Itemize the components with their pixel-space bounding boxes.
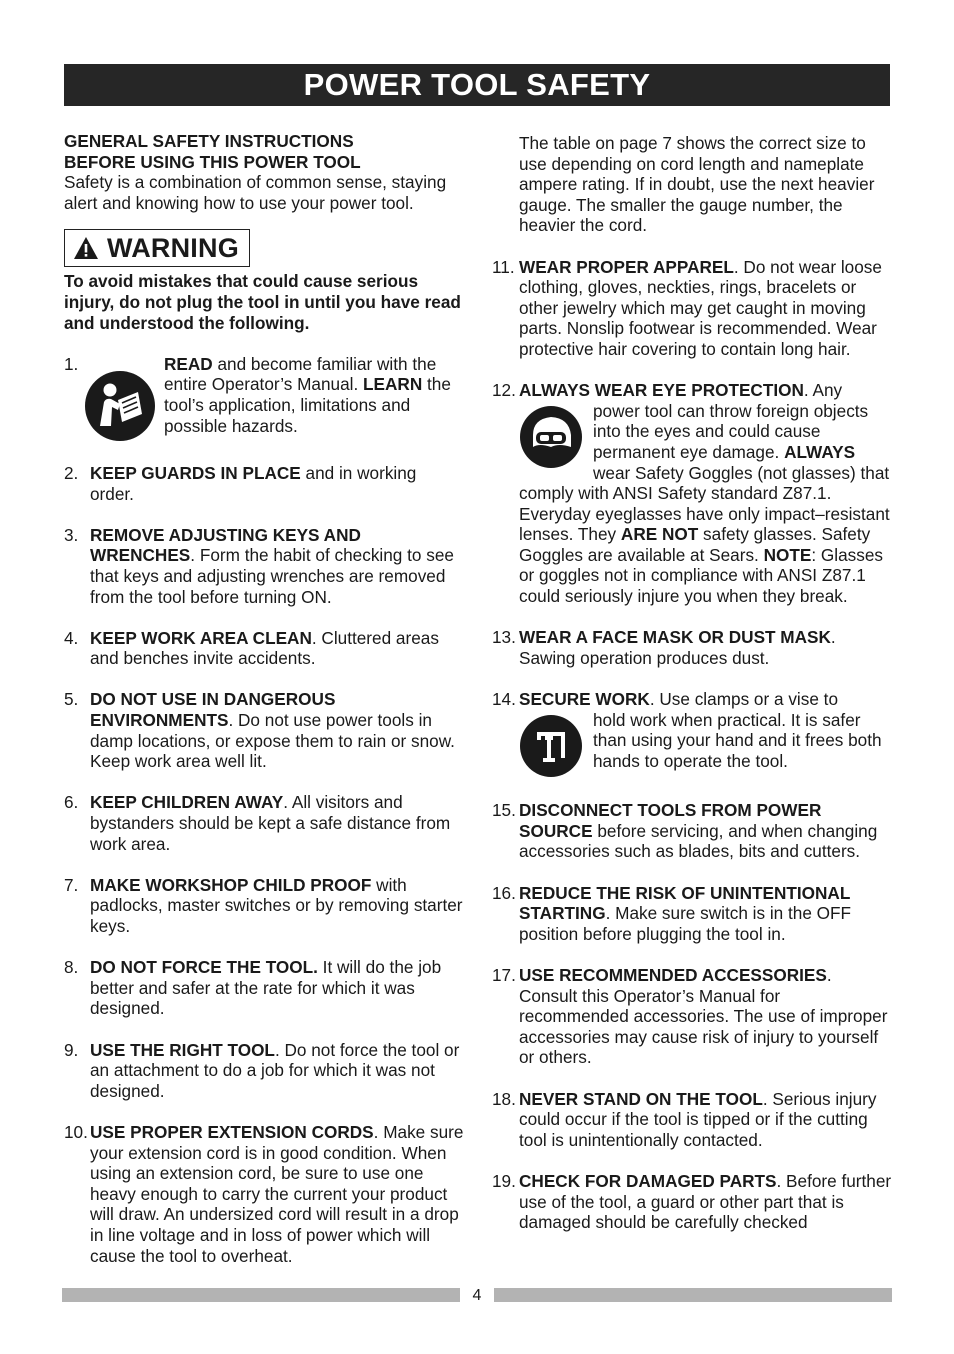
list-item: 9. USE THE RIGHT TOOL. Do not force the tool or an attachment to do a job for which it was not designed. xyxy=(64,1039,460,1101)
list-item: 13. WEAR A FACE MASK OR DUST MASK. Sawing operation produces dust. xyxy=(492,627,836,668)
right-column xyxy=(492,133,892,1233)
footer-bar-right xyxy=(494,1288,892,1302)
list-item: 4. KEEP WORK AREA CLEAN. Cluttered areas and benches invite accidents. xyxy=(64,627,439,669)
continuation-text: The table on page 7 shows the correct size to use depending on cord length and nameplate ampere rating. If in doubt, use the next heavier gauge. The smaller the gauge number, the heavier the cord. xyxy=(519,133,875,236)
list-item: 16. REDUCE THE RISK OF UNINTENTIONAL STARTING. Make sure switch is in the OFF position before plugging the tool in. xyxy=(492,882,852,944)
intro-text: Safety is a combination of common sense, staying alert and knowing how to use your power tool. xyxy=(64,172,447,213)
list-item: 14. SECURE WORK. Use clamps or a vise to hold work when practical. It is safer than using your hand and it frees both hands to operate the tool. xyxy=(492,689,892,771)
warning-triangle-icon xyxy=(73,236,99,260)
list-item: 8. DO NOT FORCE THE TOOL. It will do the job better and safer at the rate for which it was designed. xyxy=(64,957,442,1019)
warning-text: To avoid mistakes that could cause serious injury, do not plug the tool in until you have read and understood the following. xyxy=(64,271,461,333)
list-item: 11. WEAR PROPER APPAREL. Do not wear loose clothing, gloves, neckties, rings, bracelets or other jewelry which may get caught in moving parts. Nonslip footwear is recommended. Wear protective hair covering to contain long hair. xyxy=(492,256,882,359)
list-item: 10. USE PROPER EXTENSION CORDS. Make sure your extension cord is in good condition. When using an extension cord, be sure to use one heavy enough to carry the current your product will draw. An undersized cord will result in a drop in line voltage and in loss of power which will cause the tool to overheat. xyxy=(64,1121,464,1266)
list-item xyxy=(64,354,464,443)
read-manual-icon xyxy=(84,370,156,442)
safety-goggles-icon xyxy=(519,405,583,469)
warning-label: WARNING xyxy=(107,233,239,264)
list-item: 6. KEEP CHILDREN AWAY. All visitors and bystanders should be kept a safe distance from work area. xyxy=(64,792,451,854)
footer-bar-left xyxy=(62,1288,460,1302)
item-number: 1. xyxy=(64,353,79,374)
list-item: 5. DO NOT USE IN DANGEROUS ENVIRONMENTS. Do not use power tools in damp locations, or expose them to rain or snow. Keep work area well lit. xyxy=(64,689,455,772)
item-text: READ and become familiar with the entire Operator’s Manual. LEARN the tool’s application, limitations and possible hazards. xyxy=(164,353,451,436)
clamp-icon xyxy=(519,714,583,778)
warning-label-box xyxy=(64,229,250,267)
list-item: 2. KEEP GUARDS IN PLACE and in working order. xyxy=(64,462,417,504)
list-item: 12. ALWAYS WEAR EYE PROTECTION. Any power tool can throw foreign objects into the eyes and could cause permanent eye damage. ALWAYS wear Safety Goggles (not glasses) that comply with ANSI Safety standard Z87.1. Everyday eyeglasses have only impact–resistant lenses. They ARE NOT safety glasses. Safety Goggles are available at Sears. NOTE: Glasses or goggles not in compliance with ANSI Z87.1 could seriously injure you when they break. xyxy=(492,380,890,607)
list-item: 3. REMOVE ADJUSTING KEYS AND WRENCHES. Form the habit of checking to see that keys and adjusting wrenches are removed from the tool before turning ON. xyxy=(64,524,454,607)
list-item: 19. CHECK FOR DAMAGED PARTS. Before further use of the tool, a guard or other part that is damaged should be carefully checked xyxy=(492,1170,892,1233)
item-number-icon-cell xyxy=(64,354,164,443)
left-column xyxy=(64,131,464,1266)
section-heading-1: GENERAL SAFETY INSTRUCTIONS xyxy=(64,131,354,151)
list-item: 15. DISCONNECT TOOLS FROM POWER SOURCE before servicing, and when changing accessories such as blades, bits and cutters. xyxy=(492,800,878,862)
section-heading-2: BEFORE USING THIS POWER TOOL xyxy=(64,151,361,172)
page-number: 4 xyxy=(472,1287,482,1304)
list-item: 7. MAKE WORKSHOP CHILD PROOF with padlocks, master switches or by removing starter keys. xyxy=(64,874,463,936)
list-item: 18. NEVER STAND ON THE TOOL. Serious injury could occur if the tool is tipped or if the cutting tool is unintentionally contacted. xyxy=(492,1088,877,1150)
list-item: 17. USE RECOMMENDED ACCESSORIES. Consult this Operator’s Manual for recommended accessories. The use of improper accessories may cause risk of injury to yourself or others. xyxy=(492,964,888,1068)
page-title: POWER TOOL SAFETY xyxy=(64,64,890,106)
